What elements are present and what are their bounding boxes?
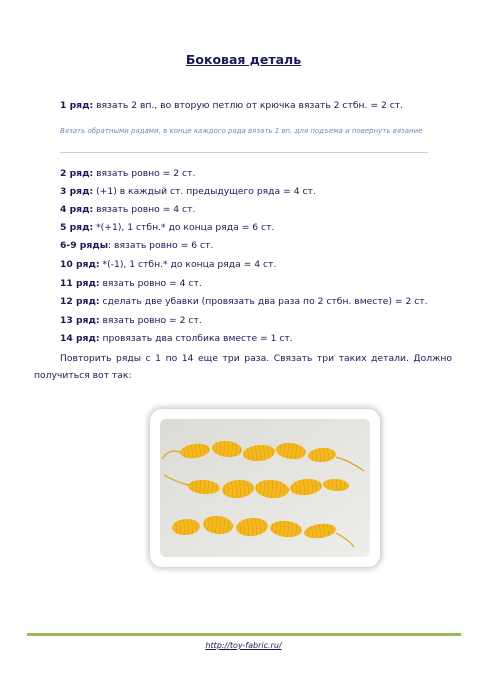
footer-link[interactable]: http://toy-fabric.ru/ [205,641,282,650]
row-3 [60,186,316,197]
row-label: 11 ряд: [60,278,100,289]
row-1 [60,100,403,111]
row-label: 1 ряд: [60,100,94,111]
row-6-9 [60,240,213,251]
row-text: провязать два столбика вместе = 1 ст. [99,333,293,344]
row-text: *(+1), 1 стбн.* до конца ряда = 6 ст. [93,222,275,233]
row-label: 3 ряд: [60,186,94,197]
row-label: 5 ряд: [60,222,94,233]
row-label: 4 ряд: [60,204,94,215]
row-11 [60,278,202,289]
row-text: вязать ровно = 2 ст. [93,168,196,179]
row-2 [60,168,195,179]
row-text: вязать ровно = 4 ст. [93,204,196,215]
yarn-spirals-image [160,419,370,557]
row-text: (+1) в каждый ст. предыдущего ряда = 4 ст. [93,186,316,197]
footer-divider [27,633,461,636]
row-text: *(-1), 1 стбн.* до конца ряда = 4 ст. [99,259,277,270]
row-label: 6-9 ряды [60,240,109,251]
row-label: 13 ряд: [60,315,100,326]
row-text: : вязать ровно = 6 ст. [108,240,214,251]
row-text: вязать ровно = 2 ст. [99,315,202,326]
row-13 [60,315,202,326]
page-title: Боковая деталь [185,52,302,67]
row-14 [60,333,293,344]
row-12 [60,296,428,307]
row-label: 10 ряд: [60,259,100,270]
row-label: 2 ряд: [60,168,94,179]
row-label: 12 ряд: [60,296,100,307]
row-10 [60,259,276,270]
row-4 [60,204,195,215]
row-text: вязать ровно = 4 ст. [99,278,202,289]
instruction-paragraph: Повторить ряды с 1 по 14 еще три раза. Связать три таких детали. Должно получиться вот так: [34,353,452,381]
note-text: Вязать обратными рядами, в конце каждого ряда вязать 1 вп. для подъема и повернуть вязание [60,127,423,135]
row-label: 14 ряд: [60,333,100,344]
divider [60,152,428,153]
row-5 [60,222,274,233]
row-text: вязать 2 вп., во вторую петлю от крючка вязать 2 стбн. = 2 ст. [93,100,404,111]
row-text: сделать две убавки (провязать два раза по 2 стбн. вместе) = 2 ст. [99,296,428,307]
knitted-parts-photo [160,419,370,557]
